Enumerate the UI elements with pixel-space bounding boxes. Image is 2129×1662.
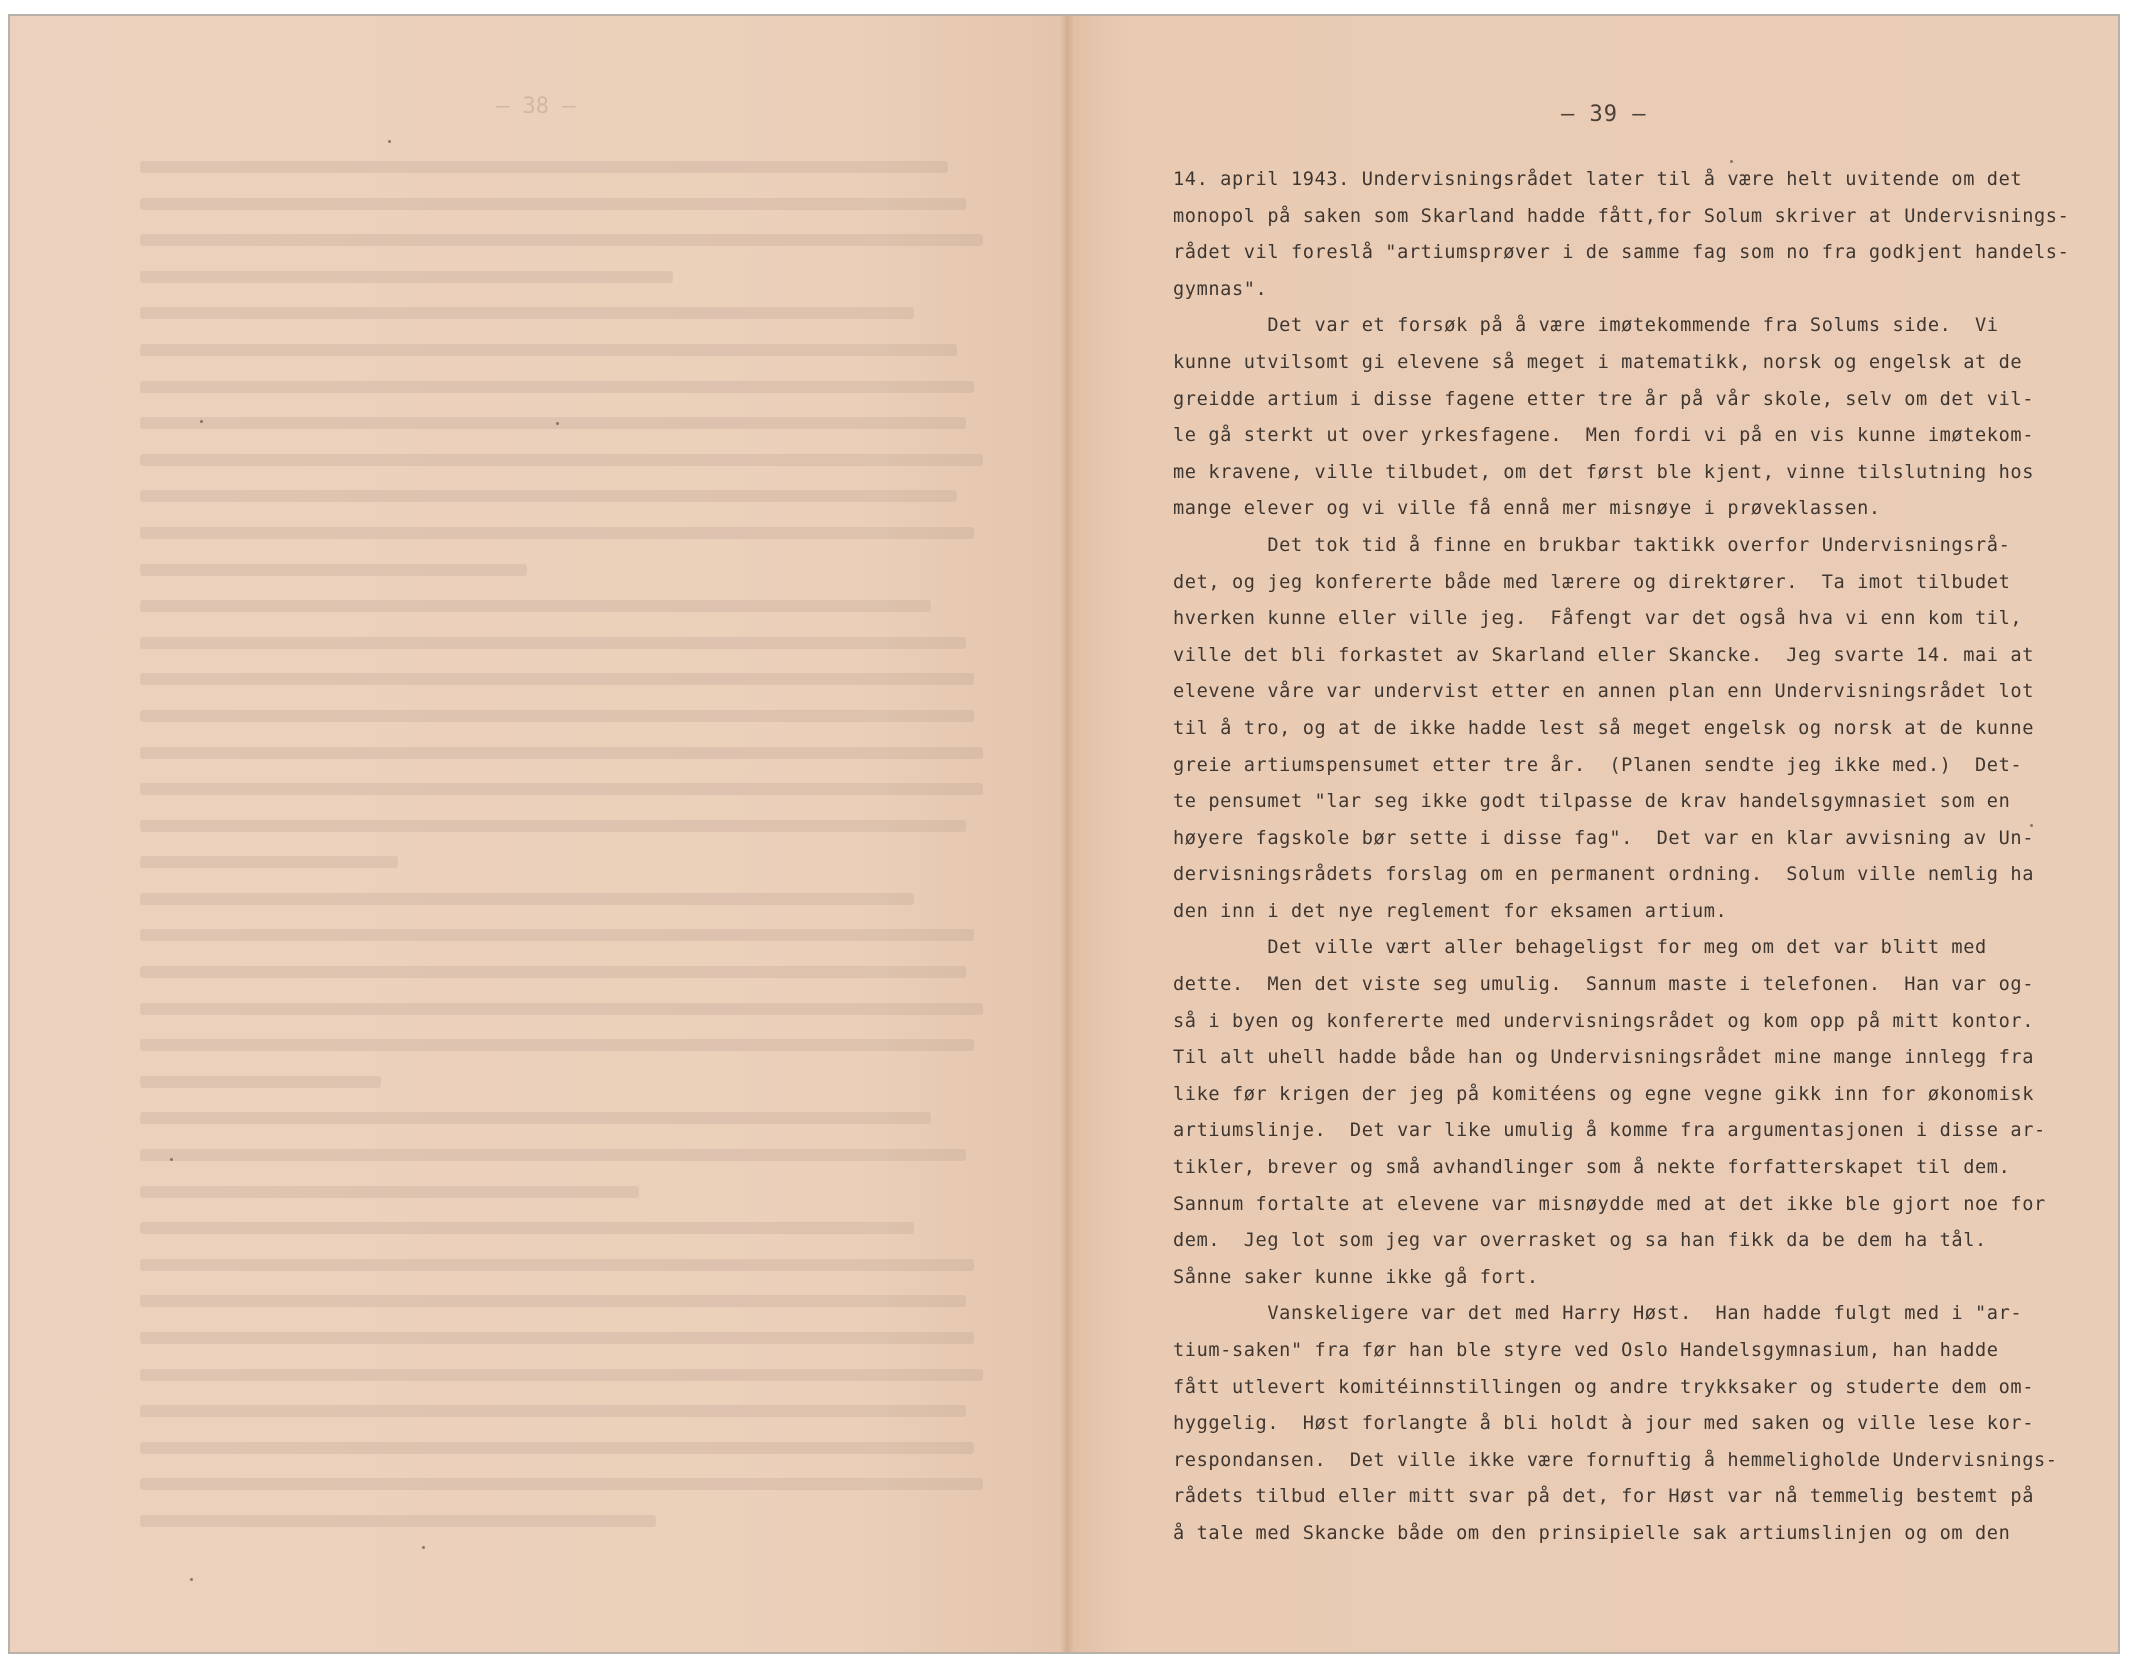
- bleedthrough-line: [140, 1222, 914, 1234]
- text-line: rådets tilbud eller mitt svar på det, for Høst var nå temmelig bestemt på: [1173, 1486, 2034, 1508]
- bleedthrough-line: [140, 381, 974, 393]
- paper-speck: [200, 420, 203, 423]
- text-line: Sannum fortalte at elevene var misnøydde med at det ikke ble gjort noe for: [1173, 1193, 2046, 1215]
- page-number: – 39 –: [1561, 102, 1647, 127]
- left-page-number: – 38 –: [496, 94, 576, 119]
- bleedthrough-line: [140, 1039, 974, 1051]
- text-line: gymnas".: [1173, 278, 1268, 300]
- bleedthrough-line: [140, 673, 974, 685]
- text-line: greie artiumspensumet etter tre år. (Planen sendte jeg ikke med.) Det-: [1173, 754, 2023, 776]
- bleedthrough-line: [140, 271, 673, 283]
- bleedthrough-line: [140, 1295, 966, 1307]
- bleedthrough-line: [140, 1332, 974, 1344]
- right-page: [1066, 16, 2120, 1652]
- bleedthrough-line: [140, 1112, 931, 1124]
- bleedthrough-line: [140, 1442, 974, 1454]
- text-line: Det ville vært aller behageligst for meg om det var blitt med: [1173, 937, 1987, 959]
- bleedthrough-line: [140, 344, 957, 356]
- paper-speck: [2030, 824, 2033, 827]
- bleedthrough-line: [140, 564, 527, 576]
- bleedthrough-line: [140, 1186, 639, 1198]
- bleedthrough-line: [140, 710, 974, 722]
- text-line: monopol på saken som Skarland hadde fått,for Solum skriver at Undervisnings-: [1173, 205, 2070, 227]
- bleedthrough-line: [140, 527, 974, 539]
- text-line: dervisningsrådets forslag om en permanent ordning. Solum ville nemlig ha: [1173, 864, 2034, 886]
- bleedthrough-line: [140, 198, 966, 210]
- paper-speck: [422, 1546, 425, 1549]
- text-line: elevene våre var undervist etter en annen plan enn Undervisningsrådet lot: [1173, 681, 2034, 703]
- bleedthrough-line: [140, 1405, 966, 1417]
- text-line: greidde artium i disse fagene etter tre år på vår skole, selv om det vil-: [1173, 388, 2034, 410]
- text-line: hverken kunne eller ville jeg. Fåfengt var det også hva vi enn kom til,: [1173, 608, 2023, 630]
- scanned-document-spread: [8, 14, 2120, 1654]
- text-line: det, og jeg konfererte både med lærere og direktører. Ta imot tilbudet: [1173, 571, 2011, 593]
- text-line: te pensumet "lar seg ikke godt tilpasse de krav handelsgymnasiet som en: [1173, 791, 2011, 813]
- bleedthrough-line: [140, 1003, 983, 1015]
- paper-speck: [190, 1578, 193, 1581]
- text-line: så i byen og konfererte med undervisningsrådet og kom opp på mitt kontor.: [1173, 1010, 2034, 1032]
- text-line: artiumslinje. Det var like umulig å komme fra argumentasjonen i disse ar-: [1173, 1120, 2046, 1142]
- book-gutter: [1060, 16, 1074, 1652]
- paper-speck: [170, 1158, 173, 1161]
- text-line: tikler, brever og små avhandlinger som å nekte forfatterskapet til dem.: [1173, 1157, 2011, 1179]
- left-page-bleedthrough: [10, 16, 1066, 1652]
- bleedthrough-line: [140, 1149, 966, 1161]
- text-line: å tale med Skancke både om den prinsipielle sak artiumslinjen og om den: [1173, 1522, 2011, 1544]
- bleedthrough-line: [140, 966, 966, 978]
- text-line: Det tok tid å finne en brukbar taktikk overfor Undervisningsrå-: [1173, 534, 2011, 556]
- bleedthrough-line: [140, 1369, 983, 1381]
- text-line: 14. april 1943. Undervisningsrådet later til å være helt uvitende om det: [1173, 169, 2023, 190]
- bleedthrough-line: [140, 856, 398, 868]
- bleedthrough-line: [140, 783, 983, 795]
- bleedthrough-line: [140, 747, 983, 759]
- text-line: kunne utvilsomt gi elevene så meget i matematikk, norsk og engelsk at de: [1173, 351, 2023, 373]
- bleedthrough-line: [140, 1515, 656, 1527]
- paper-speck: [388, 140, 391, 143]
- bleedthrough-line: [140, 1478, 983, 1490]
- bleedthrough-line: [140, 417, 966, 429]
- text-line: respondansen. Det ville ikke være fornuftig å hemmeligholde Undervisnings-: [1173, 1449, 2058, 1471]
- bleedthrough-line: [140, 600, 931, 612]
- bleedthrough-line: [140, 454, 983, 466]
- text-line: dem. Jeg lot som jeg var overrasket og sa han fikk da be dem ha tål.: [1173, 1230, 1987, 1252]
- bleedthrough-line: [140, 1259, 974, 1271]
- bleedthrough-text-lines: [140, 161, 1000, 1552]
- paper-speck: [556, 422, 559, 425]
- text-line: Vanskeligere var det med Harry Høst. Han hadde fulgt med i "ar-: [1173, 1303, 2023, 1325]
- text-line: høyere fagskole bør sette i disse fag". Det var en klar avvisning av Un-: [1173, 827, 2034, 849]
- paper-speck: [1730, 160, 1733, 163]
- bleedthrough-line: [140, 929, 974, 941]
- text-line: rådet vil foreslå "artiumsprøver i de samme fag som no fra godkjent handels-: [1173, 242, 2070, 264]
- text-line: Til alt uhell hadde både han og Undervisningsrådet mine mange innlegg fra: [1173, 1047, 2034, 1069]
- text-line: hyggelig. Høst forlangte å bli holdt à jour med saken og ville lese kor-: [1173, 1413, 2034, 1435]
- text-line: Sånne saker kunne ikke gå fort.: [1173, 1266, 1539, 1288]
- text-line: ville det bli forkastet av Skarland eller Skancke. Jeg svarte 14. mai at: [1173, 644, 2034, 666]
- text-line: fått utlevert komitéinnstillingen og andre trykksaker og studerte dem om-: [1173, 1376, 2034, 1398]
- text-line: mange elever og vi ville få ennå mer misnøye i prøveklassen.: [1173, 498, 1881, 520]
- text-line: den inn i det nye reglement for eksamen artium.: [1173, 900, 1728, 922]
- text-line: le gå sterkt ut over yrkesfagene. Men fordi vi på en vis kunne imøtekom-: [1173, 425, 2034, 447]
- bleedthrough-line: [140, 161, 948, 173]
- bleedthrough-line: [140, 1076, 381, 1088]
- bleedthrough-line: [140, 637, 966, 649]
- typewritten-body-text: [1173, 162, 2073, 1553]
- text-line: Det var et forsøk på å være imøtekommende fra Solums side. Vi: [1173, 315, 1999, 337]
- text-line: me kravene, ville tilbudet, om det først ble kjent, vinne tilslutning hos: [1173, 461, 2034, 483]
- bleedthrough-line: [140, 820, 966, 832]
- bleedthrough-line: [140, 490, 957, 502]
- bleedthrough-line: [140, 307, 914, 319]
- text-line: like før krigen der jeg på komitéens og egne vegne gikk inn for økonomisk: [1173, 1083, 2034, 1105]
- bleedthrough-line: [140, 893, 914, 905]
- bleedthrough-line: [140, 234, 983, 246]
- text-line: dette. Men det viste seg umulig. Sannum maste i telefonen. Han var og-: [1173, 974, 2034, 996]
- text-line: til å tro, og at de ikke hadde lest så meget engelsk og norsk at de kunne: [1173, 717, 2034, 739]
- text-line: tium-saken" fra før han ble styre ved Oslo Handelsgymnasium, han hadde: [1173, 1340, 1999, 1361]
